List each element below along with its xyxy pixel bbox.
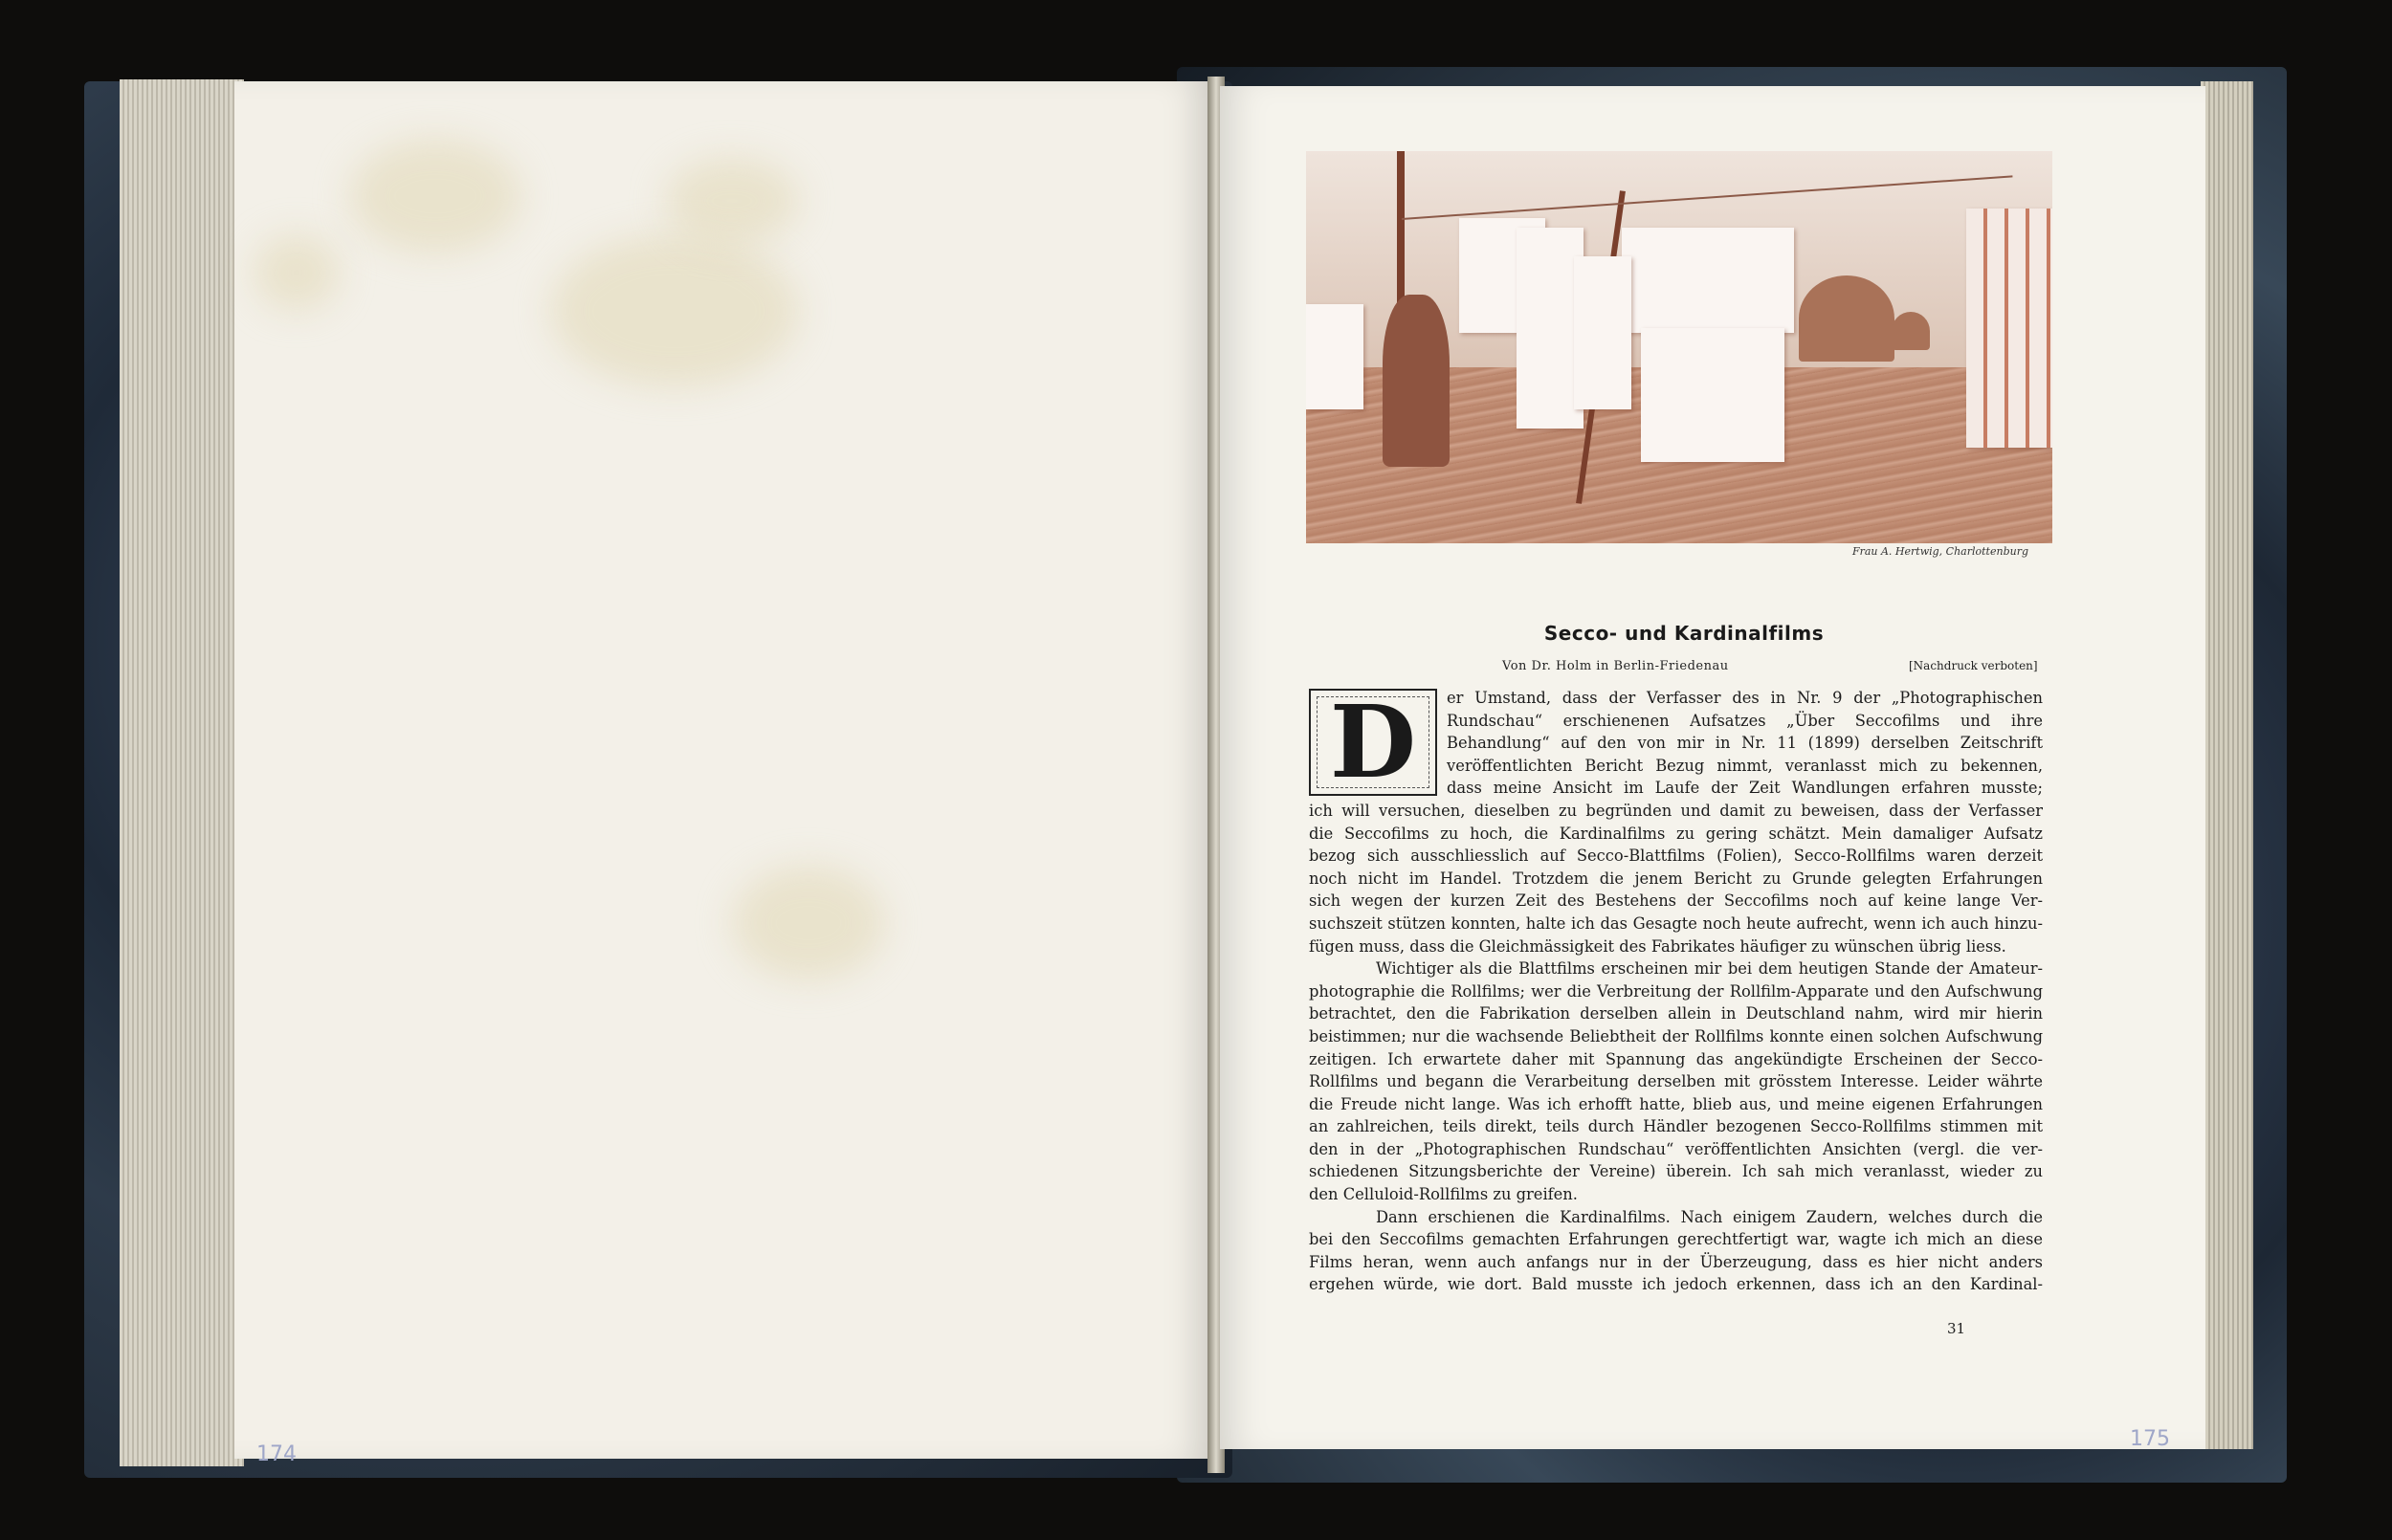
text-line: die Seccofilms zu hoch, die Kardinalfilms zu gering schätzt. Mein damaliger Aufsatz — [1309, 824, 2043, 843]
page-number: 31 — [1947, 1320, 1966, 1337]
drop-cap-letter: D — [1329, 683, 1417, 801]
text-line: fügen muss, dass die Gleichmässigkeit des Fabrikates häufiger zu wünschen übrig liess. — [1309, 936, 2006, 956]
photo-caption: Frau A. Hertwig, Charlottenburg — [1851, 545, 2028, 558]
foxing-stain — [665, 158, 799, 244]
text-line: dass meine Ansicht im Laufe der Zeit Wandlungen erfahren musste; — [1447, 779, 2043, 798]
sheet — [1641, 328, 1784, 462]
haystack-small — [1892, 312, 1930, 350]
text-line: Films heran, wenn auch anfangs nur in der Überzeugung, dass es hier nicht anders — [1309, 1252, 2043, 1271]
drop-cap-ornament — [1309, 683, 1437, 801]
text-line: sich wegen der kurzen Zeit des Bestehens der Seccofilms noch auf keine lange Ver- — [1309, 891, 2043, 911]
text-line: die Freude nicht lange. Was ich erhofft hatte, blieb aus, und meine eigenen Erfahrungen — [1309, 1094, 2043, 1113]
photo-plate-laundry — [1306, 151, 2052, 543]
foxing-stain — [254, 234, 340, 311]
foxing-stain — [732, 866, 885, 980]
article-author: Von Dr. Holm in Berlin-Friedenau — [1502, 659, 1729, 673]
page-edges-left — [120, 79, 244, 1466]
text-line: an zahlreichen, teils direkt, teils durch Händler bezogenen Secco-Rollfilms stimmen mit — [1309, 1117, 2043, 1136]
text-line: Behandlung“ auf den von mir in Nr. 11 (1899) derselben Zeitschrift — [1447, 734, 2043, 753]
text-line: den in der „Photographischen Rundschau“ veröffentlichten Ansichten (vergl. die ver- — [1309, 1139, 2043, 1158]
text-line: er Umstand, dass der Verfasser des in Nr. 9 der „Photographischen — [1447, 689, 2043, 707]
sheet — [1574, 256, 1631, 409]
text-line: photographie die Rollfilms; wer die Verbreitung der Rollfilm-Apparate und den Aufschwung — [1309, 981, 2043, 1001]
pencil-page-number-left: 174 — [256, 1442, 297, 1466]
text-line: bezog sich ausschliesslich auf Secco-Blattfilms (Folien), Secco-Rollfilms waren derzeit — [1309, 847, 2043, 866]
text-line: ergehen würde, wie dort. Bald musste ich jedoch erkennen, dass ich an den Kardinal- — [1309, 1275, 2043, 1294]
text-line: Dann erschienen die Kardinalfilms. Nach einigem Zaudern, welches durch die — [1376, 1207, 2043, 1226]
woman-figure — [1383, 295, 1450, 467]
checked-cloth — [1966, 209, 2052, 448]
haystack — [1799, 275, 1894, 362]
ornament-border — [1317, 696, 1429, 788]
page-edges-right — [2201, 81, 2253, 1449]
foxing-stain — [550, 234, 799, 387]
text-line: veröffentlichten Bericht Bezug nimmt, veranlasst mich zu bekennen, — [1447, 756, 2043, 775]
article-title: Secco- und Kardinalfilms — [1543, 622, 1825, 645]
text-line: suchszeit stützen konnten, halte ich das Gesagte noch heute aufrecht, wenn ich auch hinzu- — [1309, 913, 2043, 933]
sheet — [1622, 228, 1794, 333]
sheet — [1306, 304, 1363, 409]
text-line: noch nicht im Handel. Trotzdem die jenem Bericht zu Grunde gelegten Erfahrungen — [1309, 869, 2043, 888]
text-line: beistimmen; nur die wachsende Beliebtheit der Rollfilms konnte einen solchen Aufschwung — [1309, 1026, 2043, 1045]
text-line: zeitigen. Ich erwartete daher mit Spannung das angekündigte Erscheinen der Secco- — [1309, 1049, 2043, 1068]
text-line: betrachtet, den die Fabrikation derselben allein in Deutschland nahm, wird mir hierin — [1309, 1004, 2043, 1023]
text-line: schiedenen Sitzungsberichte der Vereine) überein. Ich sah mich veranlasst, wieder zu — [1309, 1162, 2043, 1181]
pencil-page-number-right: 175 — [2130, 1427, 2170, 1451]
text-line: ich will versuchen, dieselben zu begründen und damit zu beweisen, dass der Verfasser — [1309, 801, 2043, 820]
text-line: den Celluloid-Rollfilms zu greifen. — [1309, 1185, 1578, 1204]
text-line: bei den Seccofilms gemachten Erfahrungen gerechtfertigt war, wagte ich mich an diese — [1309, 1230, 2043, 1249]
text-line: Rollfilms und begann die Verarbeitung derselben mit grösstem Interesse. Leider währte — [1309, 1072, 2043, 1091]
text-line: Rundschau“ erschienenen Aufsatzes „Über Seccofilms und ihre — [1447, 711, 2043, 730]
rights-notice: [Nachdruck verboten] — [1909, 659, 2038, 672]
foxing-stain — [349, 139, 521, 253]
text-line: Wichtiger als die Blattfilms erscheinen mir bei dem heutigen Stande der Amateur- — [1376, 959, 2043, 979]
left-page-blank — [234, 81, 1210, 1459]
